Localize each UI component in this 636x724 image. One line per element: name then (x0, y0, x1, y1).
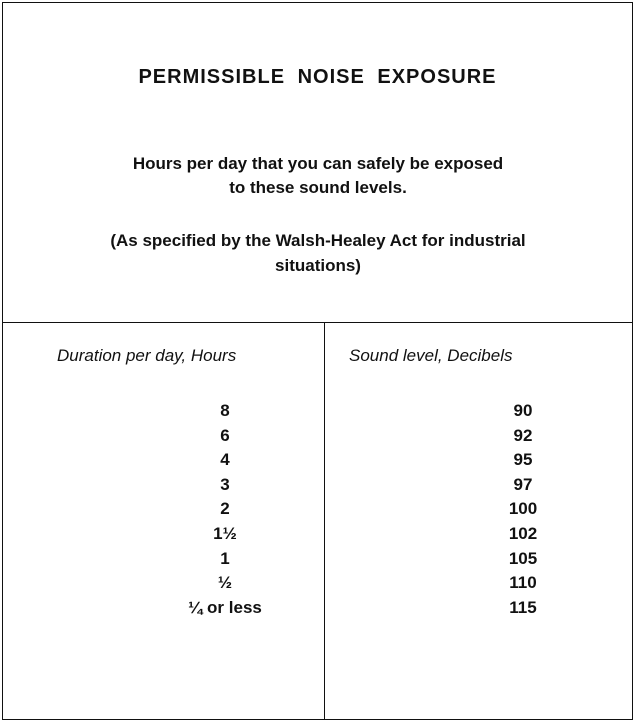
hours-cell: 8 (220, 401, 230, 420)
decibels-cell: 110 (509, 573, 537, 593)
decibels-column-header: Sound level, Decibels (349, 346, 513, 365)
hours-cell: 6 (220, 425, 230, 445)
hours-column-header: Duration per day, Hours (57, 346, 237, 365)
decibels-cell: 102 (508, 523, 538, 543)
hours-column (125, 399, 325, 620)
page-title: PERMISSIBLE NOISE EXPOSURE (138, 66, 497, 88)
header-panel (3, 3, 632, 323)
decibels-column (423, 399, 623, 620)
decibels-cell: 97 (513, 474, 533, 494)
hours-cell: 1 (220, 548, 230, 568)
act-note: (As specified by the Walsh-Healey Act for industrial situations) (110, 231, 526, 275)
decibels-cell: 100 (508, 499, 538, 519)
decibels-cell: 95 (513, 450, 533, 470)
document-frame (2, 2, 633, 720)
hours-cell: ½ (217, 573, 233, 593)
hours-cell: ¼ or less (188, 597, 262, 617)
hours-cell: 4 (220, 450, 230, 470)
hours-cell: 1½ (213, 523, 237, 543)
decibels-cell: 115 (509, 597, 537, 617)
hours-cell: 3 (220, 474, 230, 494)
decibels-cell: 92 (513, 425, 533, 445)
decibels-cell: 105 (508, 548, 538, 568)
subtitle: Hours per day that you can safely be exposed to these sound levels. (132, 154, 504, 197)
hours-cell: 2 (220, 499, 230, 519)
decibels-cell: 90 (513, 401, 533, 420)
